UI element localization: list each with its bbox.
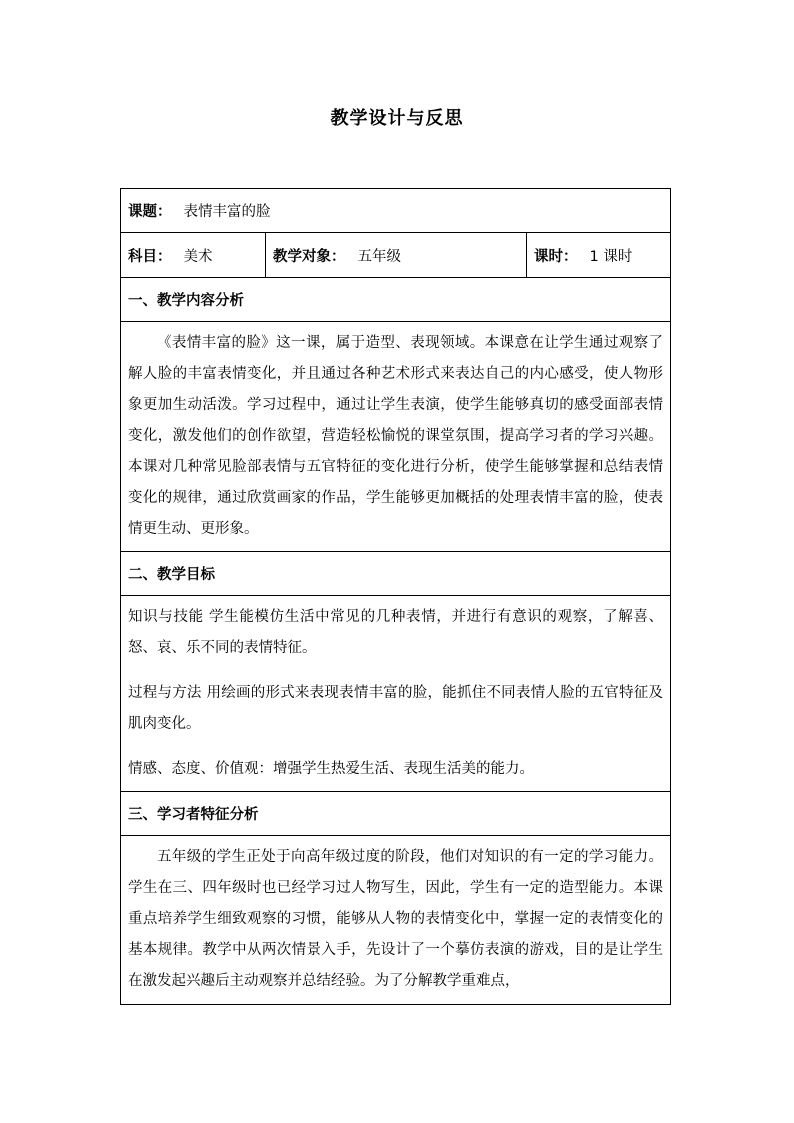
learner-analysis-visible-area (128, 842, 663, 998)
objective-knowledge-skills: 知识与技能 学生能模仿生活中常见的几种表情，并进行有意识的观察，了解喜、怒、哀、乐不同的表情特征。 (128, 609, 663, 656)
document-title: 教学设计与反思 (330, 108, 464, 129)
audience-cell (266, 233, 527, 278)
audience-value: 五年级 (357, 248, 401, 265)
objective-attitudes-values: 情感、态度、价值观：增强学生热爱生活、表现生活美的能力。 (128, 761, 534, 777)
hours-label: 课时： (534, 248, 578, 265)
subject-cell (121, 233, 266, 278)
topic-value: 表情丰富的脸 (183, 204, 271, 220)
section-body-row (121, 596, 671, 792)
section-heading-row (121, 792, 671, 836)
section-body-content-analysis (121, 322, 671, 552)
section-body-learner-analysis (121, 836, 671, 1005)
lesson-design-table (120, 188, 671, 1005)
section-body-row (121, 836, 671, 1005)
audience-label: 教学对象： (273, 248, 346, 265)
section-body-row (121, 322, 671, 552)
topic-cell (121, 189, 671, 233)
subject-label: 科目： (128, 248, 172, 265)
section-heading-row (121, 552, 671, 596)
meta-row (121, 233, 671, 278)
content-analysis-paragraph: 《表情丰富的脸》这一课，属于造型、表现领域。本课意在让学生通过观察了解人脸的丰富表情变化，并且通过各种艺术形式来表达自己的内心感受，使人物形象更加生动活泼。学习过程中，通过让学生表演，使学生能够真切的感受面部表情变化，激发他们的创作欲望，营造轻松愉悦的课堂氛围，提高学习者的学习兴趣。本课对几种常见脸部表情与五官特征的变化进行分析，使学生能够掌握和总结表情变化的规律，通过欣赏画家的作品，学生能够更加概括的处理表情丰富的脸，使表情更生动、更形象。 (128, 335, 663, 537)
section-heading-row (121, 278, 671, 322)
section-body-objectives (121, 596, 671, 792)
topic-label: 课题： (128, 204, 172, 220)
topic-row (121, 189, 671, 233)
section-heading-objectives: 二、教学目标 (121, 552, 671, 596)
objective-process-methods: 过程与方法 用绘画的形式来表现表情丰富的脸，能抓住不同表情人脸的五官特征及肌肉变化。 (128, 685, 663, 732)
hours-value: 1 课时 (589, 248, 633, 265)
section-heading-learner-analysis: 三、学习者特征分析 (121, 792, 671, 836)
section-heading-content-analysis: 一、教学内容分析 (121, 278, 671, 322)
learner-analysis-paragraph: 五年级的学生正处于向高年级过度的阶段，他们对知识的有一定的学习能力。学生在三、四年级时也已经学习过人物写生，因此，学生有一定的造型能力。本课重点培养学生细致观察的习惯，能够从人物的表情变化中，掌握一定的表情变化的基本规律。教学中从两次情景入手，先设计了一个摹仿表演的游戏，目的是让学生在激发起兴趣后主动观察并总结经验。为了分解教学重难点， (128, 849, 663, 989)
subject-value: 美术 (183, 248, 213, 265)
hours-cell (527, 233, 671, 278)
